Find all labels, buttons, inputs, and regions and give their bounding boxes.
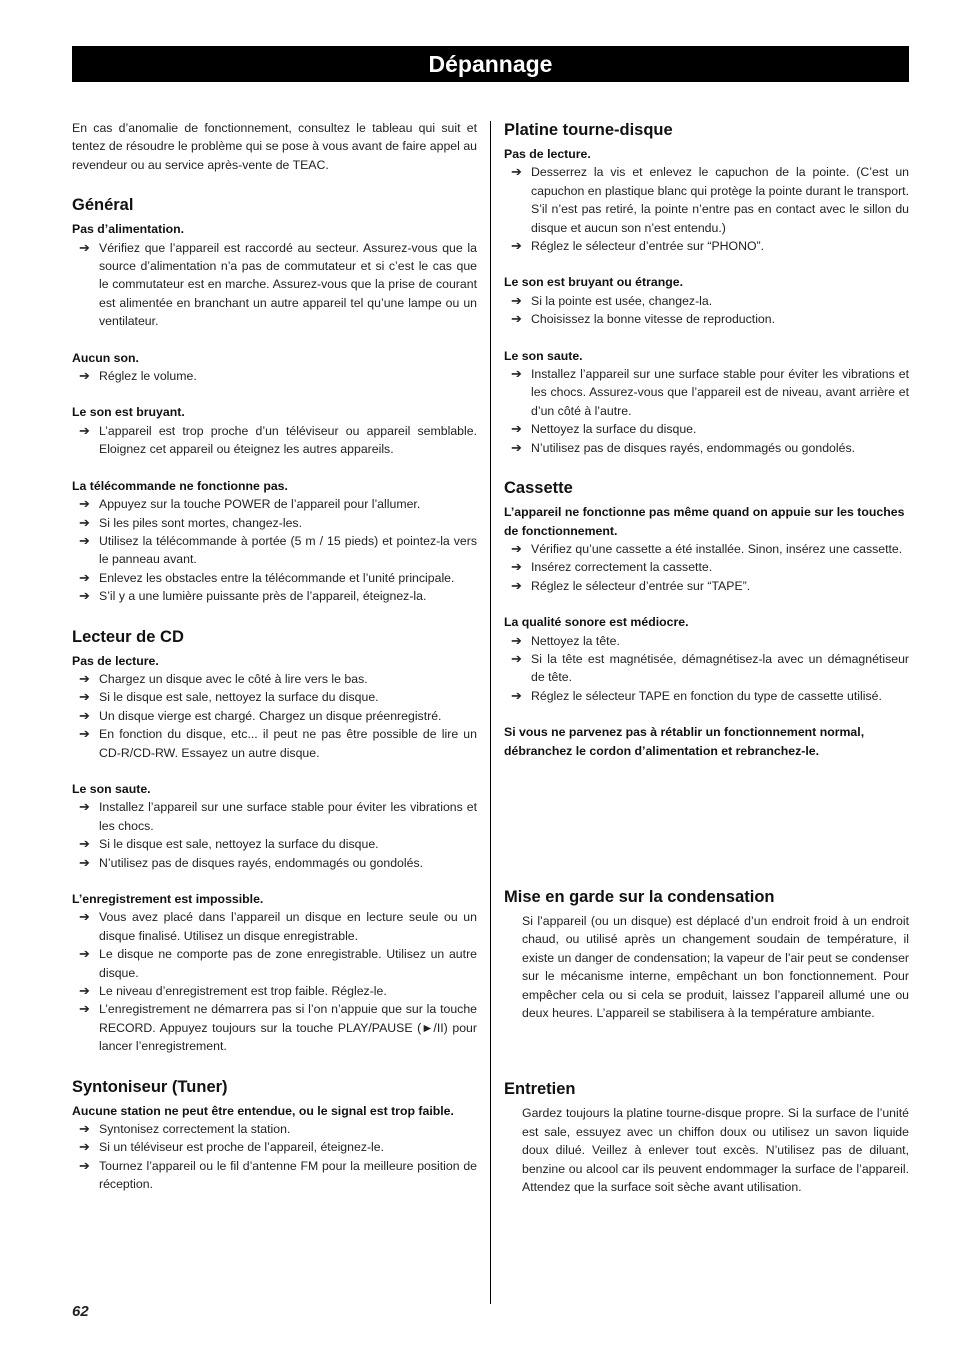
solution-text: Un disque vierge est chargé. Chargez un disque préenregistré.	[99, 708, 442, 723]
arrow-icon: ➔	[511, 632, 522, 648]
arrow-icon: ➔	[79, 707, 90, 723]
problem-label: Pas de lecture.	[72, 653, 159, 668]
solution-text: L’appareil est trop proche d’un téléviseur ou appareil semblable. Eloignez cet appareil ou éteignez les autres appareils.	[99, 423, 477, 457]
right-column	[504, 119, 909, 1196]
solution-text: Si un téléviseur est proche de l’appareil, éteignez-le.	[99, 1140, 385, 1155]
solution-item	[511, 687, 909, 705]
solution-list	[72, 495, 477, 605]
section-heading: Cassette	[504, 479, 573, 498]
problem-label: Le son saute.	[72, 781, 151, 796]
arrow-icon: ➔	[79, 1139, 90, 1155]
arrow-icon: ➔	[79, 569, 90, 585]
solution-list	[72, 239, 477, 331]
solution-item	[79, 854, 477, 872]
solution-text: Nettoyez la surface du disque.	[531, 422, 697, 437]
solution-list	[504, 292, 909, 329]
solution-item	[79, 1138, 477, 1156]
solution-item	[79, 908, 477, 945]
arrow-icon: ➔	[79, 689, 90, 705]
problem-label: L’appareil ne fonctionne pas même quand on appuie sur les touches de fonctionnement.	[504, 505, 905, 538]
solution-text: Si les piles sont mortes, changez-les.	[99, 515, 302, 530]
solution-list	[72, 908, 477, 1055]
left-column	[72, 119, 477, 1194]
solution-item	[79, 569, 477, 587]
arrow-icon: ➔	[79, 496, 90, 512]
solution-text: N’utilisez pas de disques rayés, endommagés ou gondolés.	[99, 855, 424, 870]
solution-item	[79, 587, 477, 605]
solution-text: Utilisez la télécommande à portée (5 m / 15 pieds) et pointez-la vers le panneau avant.	[99, 533, 477, 567]
intro-text: En cas d’anomalie de fonctionnement, consultez le tableau qui suit et tentez de résoudre le problème qui se pose à vous avant de faire appel au revendeur ou au service après-vente de TEAC.	[72, 121, 477, 172]
arrow-icon: ➔	[79, 836, 90, 852]
solution-item	[511, 365, 909, 420]
problem-label: Le son est bruyant ou étrange.	[504, 275, 684, 290]
solution-item	[79, 1120, 477, 1138]
solution-list	[72, 798, 477, 872]
solution-item	[79, 367, 477, 385]
arrow-icon: ➔	[79, 532, 90, 548]
column-divider	[490, 121, 491, 1304]
section-general	[72, 194, 477, 605]
final-note: Si vous ne parvenez pas à rétablir un fonctionnement normal, débranchez le cordon d’alimentation et rebranchez-le.	[504, 725, 865, 758]
problem-label: Pas d’alimentation.	[72, 222, 185, 237]
section-turntable	[504, 119, 909, 457]
solution-text: Insérez correctement la cassette.	[531, 560, 713, 575]
solution-item	[79, 514, 477, 532]
arrow-icon: ➔	[79, 239, 90, 255]
solution-item	[79, 495, 477, 513]
arrow-icon: ➔	[79, 670, 90, 686]
solution-item	[79, 422, 477, 459]
problem-label: Aucun son.	[72, 350, 139, 365]
solution-item	[511, 310, 909, 328]
arrow-icon: ➔	[79, 799, 90, 815]
solution-text: Réglez le sélecteur d’entrée sur “TAPE”.	[531, 578, 751, 593]
solution-text: Si le disque est sale, nettoyez la surface du disque.	[99, 690, 379, 705]
solution-text: Syntonisez correctement la station.	[99, 1122, 291, 1137]
solution-item	[511, 439, 909, 457]
arrow-icon: ➔	[511, 439, 522, 455]
solution-item	[79, 1000, 477, 1055]
solution-item	[79, 798, 477, 835]
arrow-icon: ➔	[511, 164, 522, 180]
solution-list	[72, 1120, 477, 1194]
problem-label: L’enregistrement est impossible.	[72, 892, 264, 906]
solution-item	[79, 239, 477, 331]
solution-text: Réglez le sélecteur TAPE en fonction du type de cassette utilisé.	[531, 688, 882, 703]
problem-label: Aucune station ne peut être entendue, ou le signal est trop faible.	[72, 1103, 454, 1118]
solution-item	[511, 577, 909, 595]
solution-list	[504, 540, 909, 595]
solution-list	[504, 365, 909, 457]
arrow-icon: ➔	[79, 588, 90, 604]
section-heading: Platine tourne-disque	[504, 121, 673, 139]
problem-label: La télécommande ne fonctionne pas.	[72, 478, 288, 493]
arrow-icon: ➔	[79, 909, 90, 925]
arrow-icon: ➔	[79, 422, 90, 438]
solution-list	[72, 422, 477, 459]
page-number: 62	[72, 1303, 89, 1320]
solution-item	[511, 292, 909, 310]
solution-item	[511, 237, 909, 255]
solution-item	[79, 670, 477, 688]
solution-item	[79, 945, 477, 982]
solution-text: Vérifiez que l’appareil est raccordé au secteur. Assurez-vous que la source d’alimentation n’a pas de commutateur et si c’est le cas que le commutateur est en marche. Assurez-vous que la prise de courant est alimentée en branchant un autre appareil tel qu’une lampe ou un ventilateur.	[99, 240, 477, 329]
solution-text: Appuyez sur la touche POWER de l’appareil pour l’allumer.	[99, 497, 421, 512]
section-heading: Syntoniseur (Tuner)	[72, 1077, 228, 1096]
section-tuner	[72, 1076, 477, 1194]
problem-label: Le son saute.	[504, 348, 583, 363]
solution-text: Si la pointe est usée, changez-la.	[531, 293, 713, 308]
solution-item	[79, 707, 477, 725]
arrow-icon: ➔	[511, 540, 522, 556]
solution-item	[511, 540, 909, 558]
solution-text: Vérifiez qu’une cassette a été installée. Sinon, insérez une cassette.	[531, 541, 903, 556]
arrow-icon: ➔	[511, 687, 522, 703]
solution-item	[79, 982, 477, 1000]
arrow-icon: ➔	[511, 366, 522, 382]
solution-text: Enlevez les obstacles entre la télécommande et l’unité principale.	[99, 570, 455, 585]
problem-label: Le son est bruyant.	[72, 405, 185, 420]
solution-item	[511, 632, 909, 650]
arrow-icon: ➔	[79, 983, 90, 999]
solution-text: Tournez l’appareil ou le fil d’antenne FM pour la meilleure position de réception.	[99, 1158, 477, 1192]
problem-label: Pas de lecture.	[504, 147, 591, 161]
arrow-icon: ➔	[79, 368, 90, 384]
solution-text: N’utilisez pas de disques rayés, endommagés ou gondolés.	[531, 440, 856, 455]
solution-item	[511, 558, 909, 576]
solution-text: Si le disque est sale, nettoyez la surface du disque.	[99, 837, 379, 852]
arrow-icon: ➔	[79, 946, 90, 962]
maintenance-text: Gardez toujours la platine tourne-disque propre. Si la surface de l’unité est sale, essuyez avec un chiffon doux ou utilisez un savon liquide doux dilué. Veillez à enlever tout excès. N’utilisez pas de diluant, benzine ou alcool car ils peuvent endommager la surface de l’appareil. Attendez que la surface soit sèche avant utilisation.	[522, 1106, 909, 1195]
solution-item	[511, 420, 909, 438]
solution-list	[504, 632, 909, 706]
arrow-icon: ➔	[79, 1001, 90, 1017]
solution-list	[72, 367, 477, 385]
solution-item	[511, 163, 909, 237]
arrow-icon: ➔	[511, 238, 522, 254]
solution-text: Desserrez la vis et enlevez le capuchon de la pointe. (C’est un capuchon en plastique blanc qui protège la pointe durant le transport. S’il n’est pas retiré, la pointe n’entre pas en contact avec le sillon du disque et aucun son n’est entendu.)	[531, 165, 909, 235]
solution-text: Le niveau d’enregistrement est trop faible. Réglez-le.	[99, 984, 387, 999]
solution-text: Si la tête est magnétisée, démagnétisez-la avec un démagnétiseur de tête.	[531, 651, 909, 685]
arrow-icon: ➔	[79, 1121, 90, 1137]
arrow-icon: ➔	[79, 726, 90, 742]
solution-item	[511, 650, 909, 687]
arrow-icon: ➔	[79, 854, 90, 870]
solution-text: Réglez le sélecteur d’entrée sur “PHONO”.	[531, 239, 765, 254]
condensation-text: Si l’appareil (ou un disque) est déplacé d’un endroit froid à un endroit chaud, ou utilisé après un changement soudain de température, il existe un danger de condensation; la vapeur de l’air peut se condenser sur le mécanisme interne, empêchant un bon fonctionnement. Pour empêcher cela ou si cela se produit, laissez l’appareil allumé une ou deux heures. L’appareil se stabilisera à la température ambiante.	[522, 913, 909, 1020]
arrow-icon: ➔	[511, 421, 522, 437]
solution-item	[79, 532, 477, 569]
solution-text: L’enregistrement ne démarrera pas si l’on n’appuie que sur la touche RECORD. Appuyez toujours sur la touche PLAY/PAUSE (►/II) pour lancer l’enregistrement.	[99, 1002, 477, 1054]
section-heading: Lecteur de CD	[72, 627, 184, 646]
solution-text: Nettoyez la tête.	[531, 633, 620, 648]
solution-text: En fonction du disque, etc... il peut ne pas être possible de lire un CD-R/CD-RW. Essayez un autre disque.	[99, 727, 477, 760]
solution-text: Installez l’appareil sur une surface stable pour éviter les vibrations et les chocs. Assurez-vous que l’appareil est de niveau, avant arrière et d’un côté à l’autre.	[531, 367, 909, 418]
arrow-icon: ➔	[511, 292, 522, 308]
section-heading: Général	[72, 196, 134, 215]
section-cd	[72, 626, 477, 1056]
arrow-icon: ➔	[511, 311, 522, 327]
solution-list	[504, 163, 909, 255]
arrow-icon: ➔	[79, 1157, 90, 1173]
maintenance-heading: Entretien	[504, 1080, 576, 1099]
condensation-heading: Mise en garde sur la condensation	[504, 887, 775, 906]
solution-item	[79, 835, 477, 853]
solution-text: Installez l’appareil sur une surface stable pour éviter les vibrations et les chocs.	[99, 800, 477, 833]
solution-list	[72, 670, 477, 762]
section-cassette	[504, 477, 909, 705]
arrow-icon: ➔	[79, 514, 90, 530]
arrow-icon: ➔	[511, 650, 522, 666]
solution-text: Choisissez la bonne vitesse de reproduction.	[531, 312, 776, 327]
solution-text: Réglez le volume.	[99, 369, 197, 384]
arrow-icon: ➔	[511, 559, 522, 575]
solution-text: Vous avez placé dans l’appareil un disque en lecture seule ou un disque finalisé. Utilisez un disque enregistrable.	[99, 910, 477, 943]
solution-item	[79, 688, 477, 706]
solution-text: Chargez un disque avec le côté à lire vers le bas.	[99, 671, 368, 686]
page-title: Dépannage	[72, 46, 909, 82]
solution-text: Le disque ne comporte pas de zone enregistrable. Utilisez un autre disque.	[99, 947, 477, 980]
solution-item	[79, 1157, 477, 1194]
problem-label: La qualité sonore est médiocre.	[504, 615, 689, 630]
solution-item	[79, 725, 477, 762]
solution-text: S’il y a une lumière puissante près de l’appareil, éteignez-la.	[99, 589, 427, 604]
arrow-icon: ➔	[511, 577, 522, 593]
